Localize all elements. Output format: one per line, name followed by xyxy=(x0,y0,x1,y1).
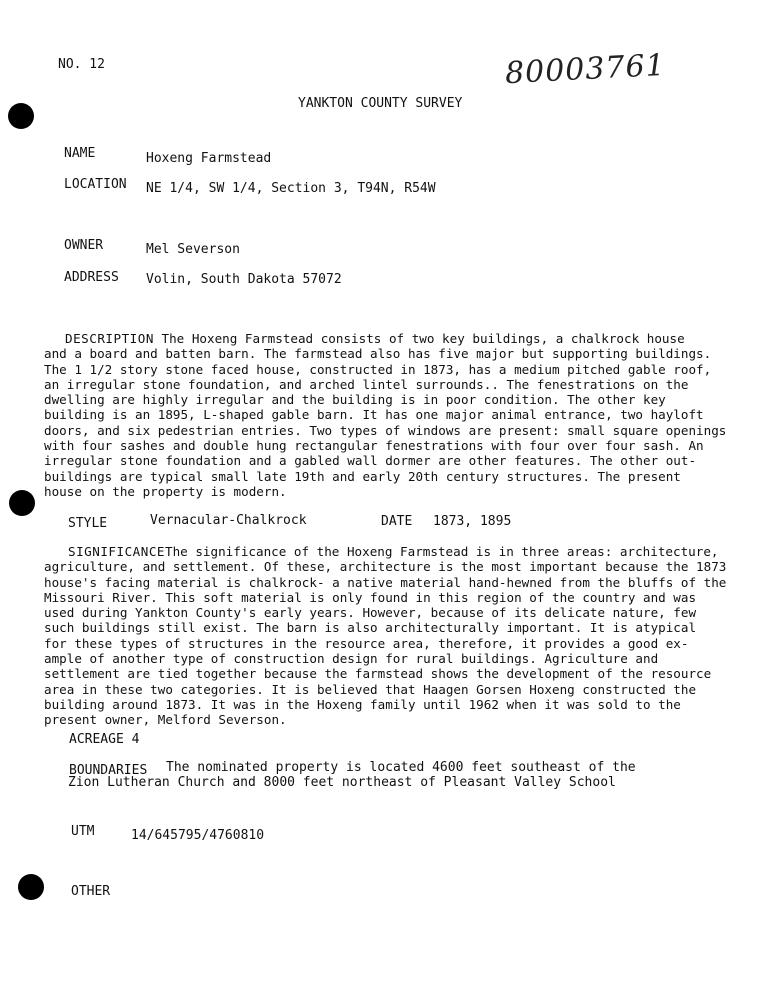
boundaries-line-1: The nominated property is located 4600 feet southeast of the xyxy=(166,760,636,775)
punch-hole-top xyxy=(8,103,34,129)
location-value: NE 1/4, SW 1/4, Section 3, T94N, R54W xyxy=(146,181,436,196)
description-line: house on the property is modern. xyxy=(44,483,287,499)
boundaries-label: BOUNDARIES xyxy=(69,763,148,778)
significance-block xyxy=(44,544,744,728)
other-label: OTHER xyxy=(71,884,111,899)
description-line: The 1 1/2 story stone faced house, constructed in 1873, has a medium pitched gable roof, xyxy=(44,361,712,377)
form-number: NO. 12 xyxy=(58,57,105,72)
handwritten-reference-number: 80003761 xyxy=(504,47,667,92)
significance-line: present owner, Melford Severson. xyxy=(44,712,287,728)
description-line: an irregular stone foundation, and arched lintel surrounds.. The fenestrations on the xyxy=(44,376,689,392)
significance-line: area in these two categories. It is believed that Haagen Gorsen Hoxeng constructed the xyxy=(44,681,697,697)
significance-line: Missouri River. This soft material is only found in this region of the country and was xyxy=(44,589,697,605)
description-line: and a board and batten barn. The farmstead also has five major but supporting buildings. xyxy=(44,346,712,362)
description-line: dwelling are highly irregular and the building is in poor condition. The other key xyxy=(44,392,666,408)
description-line: doors, and six pedestrian entries. Two types of windows are present: small square openings xyxy=(44,422,727,438)
style-value: Vernacular-Chalkrock xyxy=(150,513,307,528)
location-label: LOCATION xyxy=(64,177,127,192)
significance-line: building around 1873. It was in the Hoxeng family until 1962 when it was sold to the xyxy=(44,696,681,712)
owner-label: OWNER xyxy=(64,238,104,253)
address-value: Volin, South Dakota 57072 xyxy=(146,272,342,287)
owner-value: Mel Severson xyxy=(146,242,240,257)
utm-value: 14/645795/4760810 xyxy=(131,828,265,843)
survey-title: YANKTON COUNTY SURVEY xyxy=(298,96,463,111)
description-line-1: DESCRIPTION The Hoxeng Farmstead consists of two key buildings, a chalkrock house xyxy=(65,331,685,346)
description-line: irregular stone foundation and a gabled wall dormer are other features. The other out- xyxy=(44,453,697,469)
significance-line: such buildings still exist. The barn is also architecturally important. It is atypical xyxy=(44,620,697,636)
punch-hole-middle xyxy=(9,490,35,516)
significance-line: settlement are tied together because the farmstead shows the development of the resource xyxy=(44,666,712,682)
significance-line: ample of another type of construction design for rural buildings. Agriculture and xyxy=(44,651,659,667)
name-label: NAME xyxy=(64,146,96,161)
significance-line: agriculture, and settlement. Of these, architecture is the most important because the 1873 xyxy=(44,559,727,575)
significance-line-1: SIGNIFICANCEThe significance of the Hoxeng Farmstead is in three areas: architecture, xyxy=(68,544,719,559)
description-block xyxy=(44,331,744,499)
name-value: Hoxeng Farmstead xyxy=(146,151,272,166)
description-label: DESCRIPTION xyxy=(65,331,154,346)
significance-line: for these types of structures in the resource area, therefore, it provides a good ex- xyxy=(44,635,689,651)
boundaries-line-2: Zion Lutheran Church and 8000 feet northeast of Pleasant Valley School xyxy=(68,775,616,790)
acreage-field xyxy=(69,732,139,747)
description-line: with four sashes and double hung rectangular fenestrations with four over four sash. An xyxy=(44,438,704,454)
address-label: ADDRESS xyxy=(64,270,119,285)
utm-label: UTM xyxy=(71,824,95,839)
description-line: building is an 1895, L-shaped gable barn. It has one major animal entrance, two hayloft xyxy=(44,407,704,423)
significance-label: SIGNIFICANCE xyxy=(68,544,165,559)
punch-hole-bottom xyxy=(18,874,44,900)
significance-line: used during Yankton County's early years. However, because of its delicate nature, few xyxy=(44,605,697,621)
style-label: STYLE xyxy=(68,516,108,531)
acreage-label: ACREAGE xyxy=(69,732,124,747)
acreage-value: 4 xyxy=(131,732,140,747)
date-label: DATE xyxy=(381,514,413,529)
description-line: buildings are typical small late 19th and early 20th century structures. The present xyxy=(44,468,681,484)
significance-line: house's facing material is chalkrock- a native material hand-hewned from the bluffs of the xyxy=(44,574,727,590)
date-value: 1873, 1895 xyxy=(433,514,512,529)
